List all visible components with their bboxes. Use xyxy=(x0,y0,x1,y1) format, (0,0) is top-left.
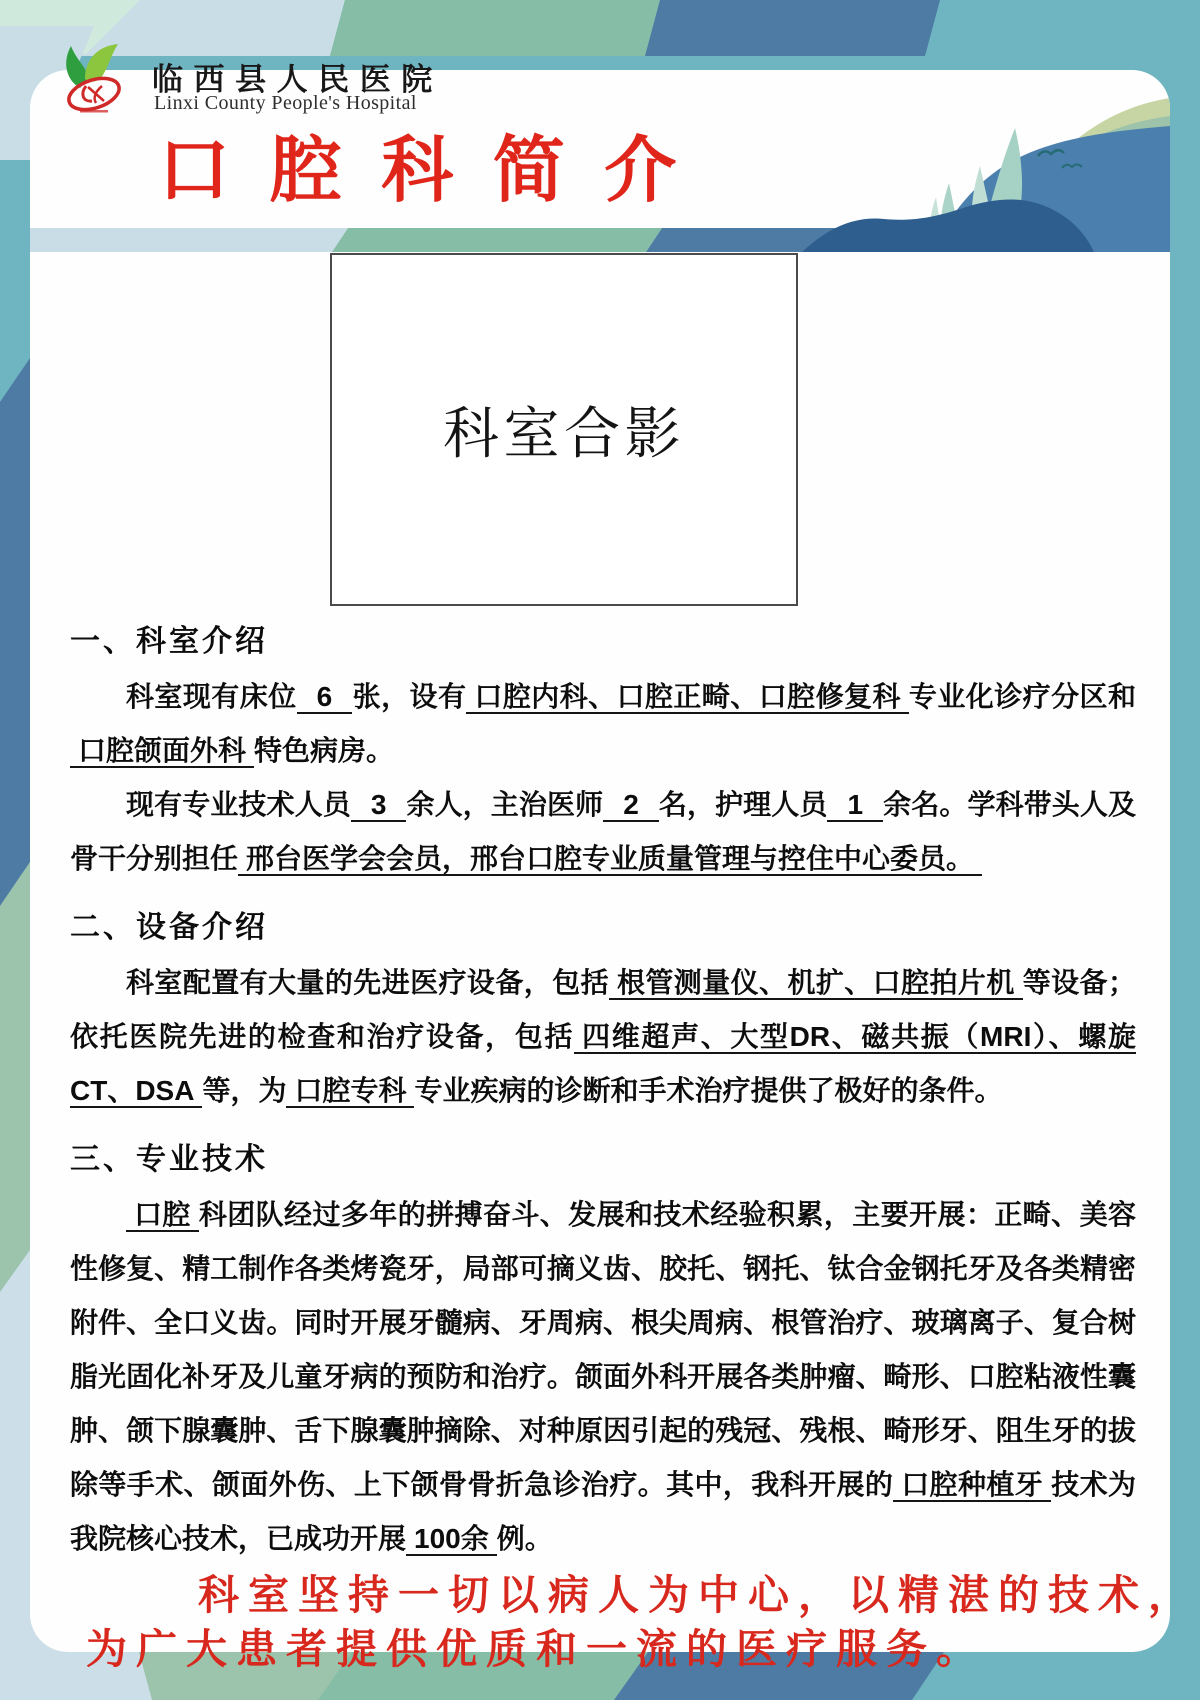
text-segment: 科室配置有大量的先进医疗设备，包括 xyxy=(126,967,609,998)
fill-in-blank: 口腔种植牙 xyxy=(893,1469,1051,1502)
text-segment: 等，为 xyxy=(202,1075,287,1106)
top-band-green xyxy=(330,0,660,56)
text-segment: 专业疾病的诊断和手术治疗提供了极好的条件。 xyxy=(414,1075,1003,1106)
text-segment: 专业化诊疗分区和 xyxy=(908,681,1136,712)
left-strip-steel-blue xyxy=(0,358,30,906)
hospital-name-english: Linxi County People's Hospital xyxy=(154,92,417,114)
hospital-name: 临西县人民医院 xyxy=(152,62,443,97)
slogan-line-1: 科室坚持一切以病人为中心，以精湛的技术， xyxy=(198,1572,1198,1618)
text-segment: 科团队经过多年的拼搏奋斗、发展和技术经验积累，主要开展：正畸、美容性修复、精工制作各类烤瓷牙，局部可摘义齿、胶托、钢托、钛合金钢托牙及各类精密附件、全口义齿。同时开展牙髓病、牙周病、根尖周病、根管治疗、玻璃离子、复合树脂光固化补牙及儿童牙病的预防和治疗。颌面外科开展各类肿瘤、畸形、口腔粘液性囊肿、颌下腺囊肿、舌下腺囊肿摘除、对种原因引起的残冠、残根、畸形牙、阻生牙的拔除等手术、颌面外伤、上下颌骨骨折急诊治疗。其中，我科开展的 xyxy=(70,1199,1136,1500)
section-heading-1: 一、科室介绍 xyxy=(70,625,268,658)
document-body xyxy=(70,616,1136,1566)
paragraph-2 xyxy=(70,778,1136,886)
text-segment: 技术为我院核心技术，已成功开展 xyxy=(70,1469,1136,1554)
photo-placeholder xyxy=(330,253,798,606)
logo-leaf-light xyxy=(85,44,118,82)
text-segment: 等设备；依托医院先进的检查和治疗设备，包括 xyxy=(70,967,1136,1052)
fill-in-blank: 3 xyxy=(351,789,407,822)
fill-in-blank: 邢台医学会会员，邢台口腔专业质量管理与控住中心委员。 xyxy=(238,843,982,876)
text-segment: 张，设有 xyxy=(352,681,467,712)
fill-in-blank: 四维超声、大型DR、磁共振（MRI）、螺旋CT、DSA xyxy=(70,1021,1136,1106)
fill-in-blank: 1 xyxy=(827,789,883,822)
fill-in-blank: 口腔颌面外科 xyxy=(70,735,254,768)
logo-caption-line xyxy=(80,110,108,113)
text-segment: 余人，主治医师 xyxy=(406,789,604,820)
title-band-green xyxy=(332,228,662,252)
text-segment: 名，护理人员 xyxy=(658,789,828,820)
section-heading-2: 二、设备介绍 xyxy=(70,911,268,944)
paragraph-1 xyxy=(70,670,1136,778)
fill-in-blank: 6 xyxy=(297,681,353,714)
text-segment: 余名。学科带头人及骨干分别担任 xyxy=(70,789,1136,874)
slogan-line-2: 为广大患者提供优质和一流的医疗服务。 xyxy=(86,1626,986,1672)
text-segment: 例。 xyxy=(496,1523,553,1554)
fill-in-blank: 口腔 xyxy=(126,1199,199,1232)
top-band-steel-blue xyxy=(645,0,940,56)
text-segment: 科室现有床位 xyxy=(126,681,297,712)
paragraph-4 xyxy=(70,1188,1136,1566)
section-heading-3: 三、专业技术 xyxy=(70,1143,268,1176)
title-band-pale-blue xyxy=(30,228,348,252)
photo-placeholder-label: 科室合影 xyxy=(443,403,685,466)
paragraph-3 xyxy=(70,956,1136,1118)
fill-in-blank: 2 xyxy=(603,789,659,822)
text-segment: 特色病房。 xyxy=(254,735,395,766)
text-segment: 现有专业技术人员 xyxy=(126,789,351,820)
fill-in-blank: 口腔内科、口腔正畸、口腔修复科 xyxy=(466,681,909,714)
fill-in-blank: 100余 xyxy=(406,1523,497,1556)
hospital-logo-icon xyxy=(50,42,142,122)
fill-in-blank: 根管测量仪、机扩、口腔拍片机 xyxy=(609,967,1023,1000)
hospital-logo xyxy=(50,42,142,127)
fill-in-blank: 口腔专科 xyxy=(286,1075,414,1108)
page-title: 口腔科简介 xyxy=(158,131,717,211)
